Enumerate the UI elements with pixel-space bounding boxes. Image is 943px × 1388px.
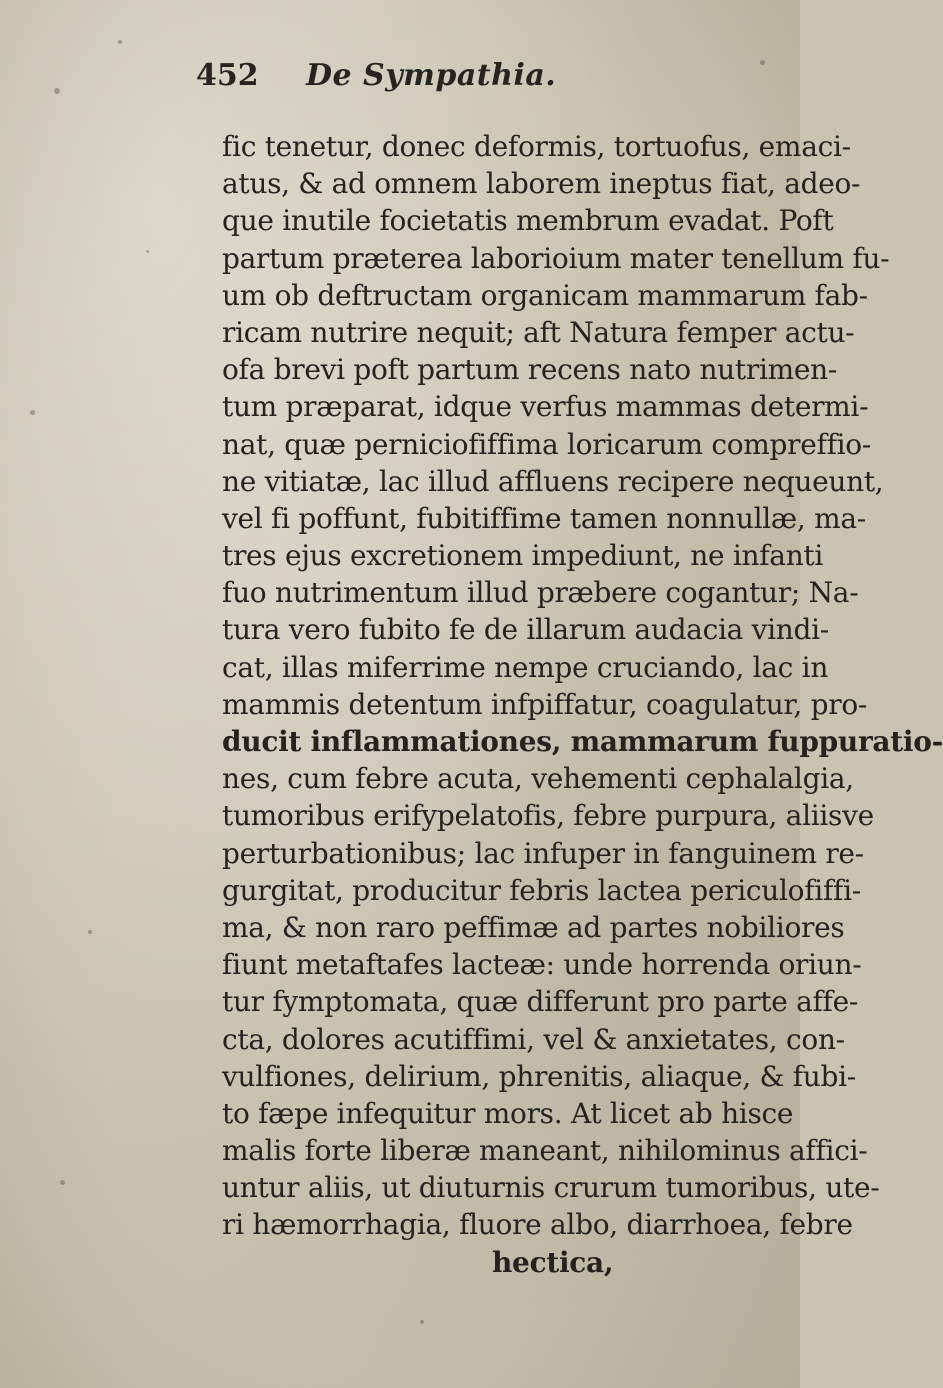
text-line: tumoribus erifypelatofis, febre purpura, aliisve: [222, 799, 874, 833]
text-line: untur aliis, ut diuturnis crurum tumoribus, ute-: [222, 1171, 880, 1205]
page-number: 452: [196, 58, 259, 93]
text-line: tur fymptomata, quæ differunt pro parte affe-: [222, 985, 859, 1019]
text-line: ne vitiatæ, lac illud affluens recipere nequeunt,: [222, 464, 884, 498]
paper-speck: [60, 1180, 65, 1185]
paper-speck: [118, 40, 122, 44]
text-line: um ob deftructam organicam mammarum fab-: [222, 278, 868, 312]
text-line: gurgitat, producitur febris lactea periculofiffi-: [222, 873, 861, 907]
text-line: fic tenetur, donec deformis, tortuofus, emaci-: [222, 130, 851, 163]
text-line: ofa brevi poft partum recens nato nutrimen-: [222, 353, 838, 387]
text-line: vulfiones, delirium, phrenitis, aliaque, & fubi-: [222, 1059, 856, 1093]
text-line: tres ejus excretionem impediunt, ne infanti: [222, 539, 824, 573]
text-line: ricam nutrire nequit; aft Natura femper actu-: [222, 315, 855, 349]
text-line: tum præparat, idque verfus mammas determi-: [222, 390, 869, 424]
paper-speck: [760, 60, 765, 65]
text-line: ducit inflammationes, mammarum fuppuratio-: [222, 725, 943, 758]
text-line: tura vero fubito fe de illarum audacia vindi-: [222, 613, 829, 647]
text-line: perturbationibus; lac infuper in fanguinem re-: [222, 836, 864, 870]
text-line: que inutile focietatis membrum evadat. Poft: [222, 204, 834, 238]
text-line: ma, & non raro peffimæ ad partes nobiliores: [222, 910, 845, 944]
paper-speck: [420, 1320, 424, 1324]
text-line: mammis detentum infpiffatur, coagulatur, pro-: [222, 687, 868, 721]
text-line: ri hæmorrhagia, fluore albo, diarrhoea, febre: [222, 1208, 853, 1242]
text-line: malis forte liberæ maneant, nihilominus affici-: [222, 1134, 868, 1168]
body-text: [222, 128, 943, 1281]
text-line: cat, illas miferrime nempe cruciando, lac in: [222, 650, 829, 684]
text-line: fiunt metaftafes lacteæ: unde horrenda oriun-: [222, 948, 862, 982]
text-line: cta, dolores acutiffimi, vel & anxietates, con-: [222, 1022, 845, 1056]
paper-speck: [88, 930, 92, 934]
running-title: De Sympathia.: [306, 58, 557, 93]
text-line: hectica,: [492, 1245, 614, 1279]
paper-speck: [146, 250, 149, 253]
text-line: nat, quæ perniciofiffima loricarum compreffio-: [222, 427, 872, 461]
text-line: partum præterea laborioium mater tenellum fu-: [222, 241, 890, 275]
paper-speck: [54, 88, 60, 94]
text-line: nes, cum febre acuta, vehementi cephalalgia,: [222, 762, 854, 796]
text-line: vel fi poffunt, fubitiffime tamen nonnullæ, ma-: [222, 501, 866, 535]
text-line: to fæpe infequitur mors. At licet ab hisce: [222, 1096, 794, 1130]
text-line: atus, & ad omnem laborem ineptus fiat, adeo-: [222, 167, 861, 201]
paper-speck: [30, 410, 35, 415]
text-line: fuo nutrimentum illud præbere cogantur; Na-: [222, 576, 859, 610]
page-header: [196, 58, 716, 98]
